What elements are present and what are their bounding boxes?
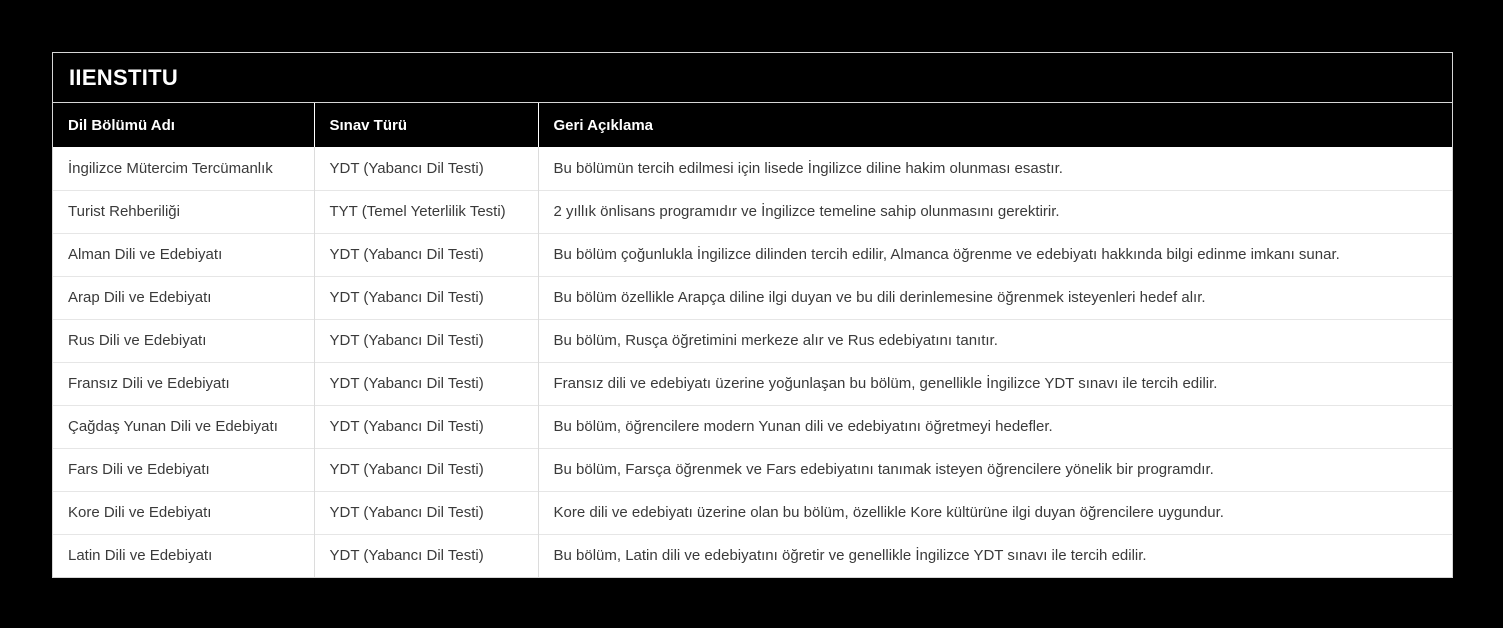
cell-feedback: Bu bölümün tercih edilmesi için lisede İngilizce diline hakim olunması esastır. [538,147,1452,190]
column-header-department: Dil Bölümü Adı [53,103,314,147]
cell-exam-type: YDT (Yabancı Dil Testi) [314,491,538,534]
cell-feedback: Bu bölüm, Rusça öğretimini merkeze alır ve Rus edebiyatını tanıtır. [538,319,1452,362]
table-row [53,319,1452,362]
cell-feedback: Bu bölüm özellikle Arapça diline ilgi duyan ve bu dili derinlemesine öğrenmek isteyenleri hedef alır. [538,276,1452,319]
table-row [53,491,1452,534]
cell-feedback: Bu bölüm, öğrencilere modern Yunan dili ve edebiyatını öğretmeyi hedefler. [538,405,1452,448]
departments-table [53,103,1452,577]
cell-department-name: İngilizce Mütercim Tercümanlık [53,147,314,190]
cell-exam-type: YDT (Yabancı Dil Testi) [314,233,538,276]
table-row [53,362,1452,405]
table-row [53,276,1452,319]
cell-exam-type: YDT (Yabancı Dil Testi) [314,534,538,577]
cell-exam-type: YDT (Yabancı Dil Testi) [314,319,538,362]
cell-department-name: Arap Dili ve Edebiyatı [53,276,314,319]
column-header-exam-type: Sınav Türü [314,103,538,147]
cell-exam-type: YDT (Yabancı Dil Testi) [314,405,538,448]
cell-exam-type: YDT (Yabancı Dil Testi) [314,147,538,190]
table-header-row [53,103,1452,147]
cell-exam-type: YDT (Yabancı Dil Testi) [314,448,538,491]
table-row [53,147,1452,190]
cell-exam-type: YDT (Yabancı Dil Testi) [314,362,538,405]
cell-feedback: Bu bölüm, Latin dili ve edebiyatını öğretir ve genellikle İngilizce YDT sınavı ile tercih edilir. [538,534,1452,577]
cell-department-name: Rus Dili ve Edebiyatı [53,319,314,362]
cell-department-name: Fransız Dili ve Edebiyatı [53,362,314,405]
page-title: IIENSTITU [53,53,1452,103]
cell-feedback: Kore dili ve edebiyatı üzerine olan bu bölüm, özellikle Kore kültürüne ilgi duyan öğrencilere uygundur. [538,491,1452,534]
table-row [53,405,1452,448]
cell-department-name: Çağdaş Yunan Dili ve Edebiyatı [53,405,314,448]
cell-department-name: Fars Dili ve Edebiyatı [53,448,314,491]
cell-feedback: 2 yıllık önlisans programıdır ve İngilizce temeline sahip olunmasını gerektirir. [538,190,1452,233]
cell-feedback: Bu bölüm çoğunlukla İngilizce dilinden tercih edilir, Almanca öğrenme ve edebiyatı hakkında bilgi edinme imkanı sunar. [538,233,1452,276]
cell-feedback: Fransız dili ve edebiyatı üzerine yoğunlaşan bu bölüm, genellikle İngilizce YDT sınavı ile tercih edilir. [538,362,1452,405]
cell-exam-type: YDT (Yabancı Dil Testi) [314,276,538,319]
cell-department-name: Turist Rehberiliği [53,190,314,233]
table-row [53,534,1452,577]
cell-department-name: Kore Dili ve Edebiyatı [53,491,314,534]
table-row [53,233,1452,276]
table-row [53,190,1452,233]
column-header-feedback: Geri Açıklama [538,103,1452,147]
table-row [53,448,1452,491]
cell-department-name: Alman Dili ve Edebiyatı [53,233,314,276]
cell-feedback: Bu bölüm, Farsça öğrenmek ve Fars edebiyatını tanımak isteyen öğrencilere yönelik bir programdır. [538,448,1452,491]
content-panel [52,52,1453,578]
cell-exam-type: TYT (Temel Yeterlilik Testi) [314,190,538,233]
cell-department-name: Latin Dili ve Edebiyatı [53,534,314,577]
